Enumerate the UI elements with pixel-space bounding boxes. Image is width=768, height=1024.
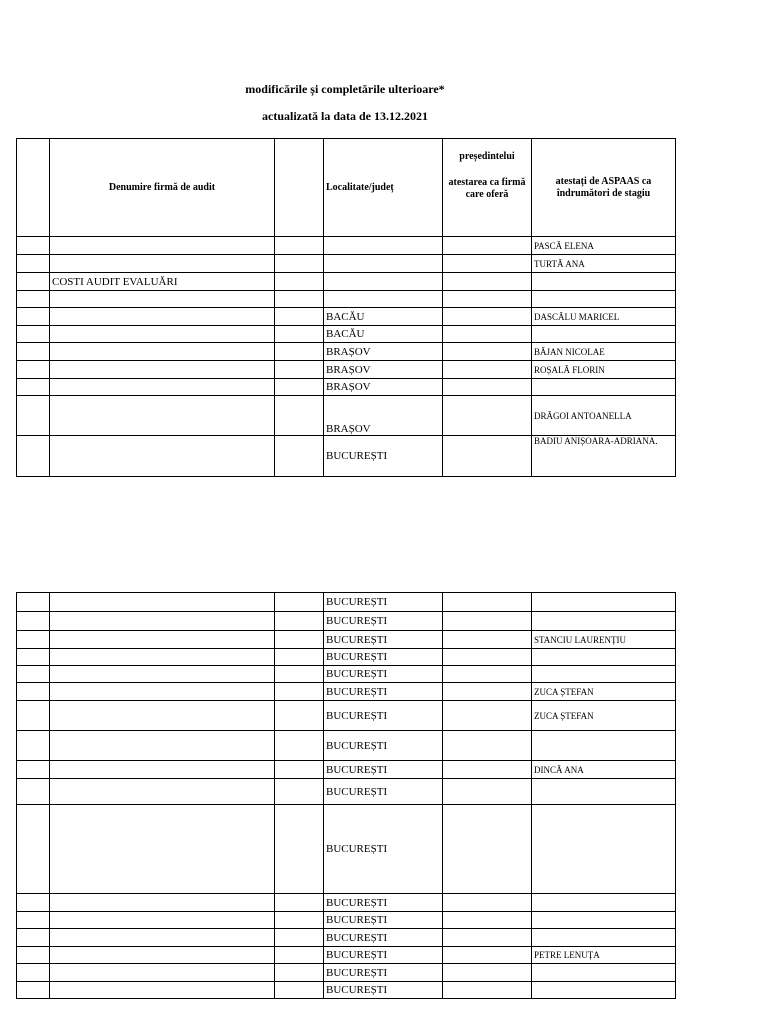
nr-cell [17, 237, 50, 255]
nr-cell [17, 964, 50, 982]
empty-cell [275, 308, 324, 326]
empty-cell [275, 947, 324, 964]
header-president-line2: atestarea ca firmă care oferă [448, 177, 526, 200]
nr-cell [17, 396, 50, 436]
empty-cell [275, 666, 324, 683]
firm-name-cell [50, 947, 275, 964]
firm-name-cell [50, 612, 275, 631]
table-row [17, 912, 676, 929]
locality-cell: BUCUREȘTI [324, 964, 443, 982]
table-row [17, 947, 676, 964]
empty-cell [275, 343, 324, 361]
mentor-cell [532, 805, 676, 894]
mentor-cell [532, 779, 676, 805]
nr-cell [17, 593, 50, 612]
locality-cell: BACĂU [324, 326, 443, 343]
mentor-cell: PASCĂ ELENA [532, 237, 676, 255]
header-president [443, 139, 532, 237]
firm-name-cell [50, 379, 275, 396]
firm-name-cell [50, 805, 275, 894]
mentor-cell: ROȘALĂ FLORIN [532, 361, 676, 379]
table-row [17, 436, 676, 477]
nr-cell [17, 805, 50, 894]
firm-name-cell [50, 701, 275, 731]
empty-cell [275, 436, 324, 477]
president-cell [443, 308, 532, 326]
nr-cell [17, 912, 50, 929]
table-row [17, 255, 676, 273]
mentor-cell [532, 666, 676, 683]
president-cell [443, 964, 532, 982]
firm-name-cell [50, 255, 275, 273]
nr-cell [17, 379, 50, 396]
president-cell [443, 237, 532, 255]
nr-cell [17, 701, 50, 731]
firm-name-cell [50, 436, 275, 477]
empty-cell [275, 361, 324, 379]
nr-cell [17, 631, 50, 649]
locality-cell: BRAȘOV [324, 361, 443, 379]
header-president-line1: președintelui [459, 151, 515, 162]
empty-cell [275, 982, 324, 999]
nr-cell [17, 947, 50, 964]
locality-cell: BUCUREȘTI [324, 631, 443, 649]
table-row [17, 649, 676, 666]
mentor-cell [532, 379, 676, 396]
nr-cell [17, 894, 50, 912]
locality-cell: BUCUREȘTI [324, 436, 443, 477]
president-cell [443, 255, 532, 273]
mentor-cell [532, 273, 676, 291]
nr-cell [17, 273, 50, 291]
mentor-cell [532, 894, 676, 912]
header-mentors: atestați de ASPAAS ca îndrumători de stagiu [532, 139, 676, 237]
table-row [17, 982, 676, 999]
table-row [17, 237, 676, 255]
locality-cell: BUCUREȘTI [324, 701, 443, 731]
mentor-cell [532, 326, 676, 343]
table-row [17, 396, 676, 436]
table-row [17, 731, 676, 761]
president-cell [443, 929, 532, 947]
locality-cell: BUCUREȘTI [324, 779, 443, 805]
president-cell [443, 379, 532, 396]
empty-cell [275, 273, 324, 291]
president-cell [443, 731, 532, 761]
locality-cell: BUCUREȘTI [324, 982, 443, 999]
nr-cell [17, 779, 50, 805]
table-row [17, 894, 676, 912]
firm-name-cell [50, 666, 275, 683]
mentor-cell [532, 964, 676, 982]
mentor-cell [532, 731, 676, 761]
nr-cell [17, 929, 50, 947]
table-row [17, 683, 676, 701]
locality-cell: BUCUREȘTI [324, 612, 443, 631]
empty-cell [275, 291, 324, 308]
president-cell [443, 631, 532, 649]
mentor-cell [532, 649, 676, 666]
president-cell [443, 361, 532, 379]
mentor-cell: BĂJAN NICOLAE [532, 343, 676, 361]
president-cell [443, 612, 532, 631]
locality-cell: BUCUREȘTI [324, 683, 443, 701]
locality-cell: BUCUREȘTI [324, 894, 443, 912]
empty-cell [275, 326, 324, 343]
empty-cell [275, 912, 324, 929]
locality-cell [324, 291, 443, 308]
empty-cell [275, 683, 324, 701]
nr-cell [17, 436, 50, 477]
mentor-cell [532, 291, 676, 308]
firm-name-cell [50, 396, 275, 436]
table-row [17, 761, 676, 779]
nr-cell [17, 649, 50, 666]
president-cell [443, 701, 532, 731]
locality-cell: BUCUREȘTI [324, 649, 443, 666]
firm-name-cell [50, 237, 275, 255]
nr-cell [17, 731, 50, 761]
nr-cell [17, 308, 50, 326]
empty-cell [275, 805, 324, 894]
president-cell [443, 666, 532, 683]
firm-name-cell [50, 326, 275, 343]
firm-name-cell [50, 361, 275, 379]
nr-cell [17, 326, 50, 343]
mentor-cell: ZUCA ȘTEFAN [532, 683, 676, 701]
empty-cell [275, 964, 324, 982]
mentor-cell: TURTĂ ANA [532, 255, 676, 273]
table-row [17, 964, 676, 982]
mentor-cell: DINCĂ ANA [532, 761, 676, 779]
president-cell [443, 805, 532, 894]
president-cell [443, 894, 532, 912]
header-locality: Localitate/județ [324, 139, 443, 237]
president-cell [443, 982, 532, 999]
empty-cell [275, 593, 324, 612]
table-row [17, 361, 676, 379]
firm-name-cell [50, 761, 275, 779]
table-row [17, 805, 676, 894]
mentor-cell [532, 593, 676, 612]
locality-cell [324, 273, 443, 291]
locality-cell: BUCUREȘTI [324, 731, 443, 761]
empty-cell [275, 701, 324, 731]
locality-cell: BRAȘOV [324, 343, 443, 361]
firm-name-cell [50, 343, 275, 361]
nr-cell [17, 343, 50, 361]
empty-cell [275, 237, 324, 255]
empty-cell [275, 255, 324, 273]
locality-cell: BACĂU [324, 308, 443, 326]
firm-name-cell [50, 683, 275, 701]
locality-cell: BUCUREȘTI [324, 666, 443, 683]
firm-name-cell [50, 731, 275, 761]
president-cell [443, 761, 532, 779]
table-row [17, 929, 676, 947]
president-cell [443, 291, 532, 308]
table-row [17, 779, 676, 805]
locality-cell: BUCUREȘTI [324, 929, 443, 947]
firm-name-cell [50, 308, 275, 326]
president-cell [443, 912, 532, 929]
table-row [17, 308, 676, 326]
mentor-cell: BADIU ANIȘOARA-ADRIANA. [532, 436, 676, 477]
president-cell [443, 593, 532, 612]
president-cell [443, 326, 532, 343]
header-cell-nr [17, 139, 50, 237]
table-row [17, 631, 676, 649]
mentor-cell: DASCĂLU MARICEL [532, 308, 676, 326]
president-cell [443, 779, 532, 805]
locality-cell: BUCUREȘTI [324, 947, 443, 964]
empty-cell [275, 631, 324, 649]
empty-cell [275, 779, 324, 805]
firm-name-cell [50, 779, 275, 805]
president-cell [443, 649, 532, 666]
president-cell [443, 343, 532, 361]
empty-cell [275, 894, 324, 912]
firm-name-cell [50, 964, 275, 982]
empty-cell [275, 612, 324, 631]
firm-name-cell [50, 912, 275, 929]
empty-cell [275, 761, 324, 779]
locality-cell: BUCUREȘTI [324, 805, 443, 894]
nr-cell [17, 255, 50, 273]
president-cell [443, 273, 532, 291]
document-title-line1: modificările și completările ulterioare* [245, 82, 445, 96]
table-row [17, 291, 676, 308]
president-cell [443, 396, 532, 436]
table-row [17, 593, 676, 612]
empty-cell [275, 379, 324, 396]
locality-cell [324, 255, 443, 273]
nr-cell [17, 683, 50, 701]
table-row [17, 701, 676, 731]
firm-name-cell [50, 291, 275, 308]
locality-cell: BUCUREȘTI [324, 593, 443, 612]
empty-cell [275, 929, 324, 947]
table-row [17, 343, 676, 361]
empty-cell [275, 649, 324, 666]
mentor-cell [532, 982, 676, 999]
locality-cell [324, 237, 443, 255]
table-row [17, 326, 676, 343]
audit-firms-table-2 [16, 592, 676, 999]
firm-name-cell [50, 649, 275, 666]
locality-cell: BUCUREȘTI [324, 912, 443, 929]
president-cell [443, 436, 532, 477]
header-firm-name: Denumire firmă de audit [50, 139, 275, 237]
table-row [17, 379, 676, 396]
document-title-line2: actualizată la data de 13.12.2021 [262, 109, 428, 123]
locality-cell: BRAȘOV [324, 379, 443, 396]
table-row [17, 666, 676, 683]
firm-name-cell [50, 631, 275, 649]
mentor-cell [532, 929, 676, 947]
mentor-cell [532, 912, 676, 929]
mentor-cell: ZUCA ȘTEFAN [532, 701, 676, 731]
mentor-cell: STANCIU LAURENȚIU [532, 631, 676, 649]
mentor-cell: DRĂGOI ANTOANELLA [532, 396, 676, 436]
firm-name-cell [50, 929, 275, 947]
empty-cell [275, 396, 324, 436]
table-row [17, 273, 676, 291]
mentor-cell [532, 612, 676, 631]
nr-cell [17, 291, 50, 308]
firm-name-cell [50, 894, 275, 912]
locality-cell: BUCUREȘTI [324, 761, 443, 779]
president-cell [443, 947, 532, 964]
nr-cell [17, 666, 50, 683]
mentor-cell: PETRE LENUȚA [532, 947, 676, 964]
firm-name-cell [50, 982, 275, 999]
nr-cell [17, 982, 50, 999]
nr-cell [17, 361, 50, 379]
nr-cell [17, 761, 50, 779]
firm-name-cell: COSTI AUDIT EVALUĂRI [50, 273, 275, 291]
empty-cell [275, 731, 324, 761]
audit-firms-table-1 [16, 138, 676, 477]
firm-name-cell [50, 593, 275, 612]
header-cell-empty [275, 139, 324, 237]
president-cell [443, 683, 532, 701]
nr-cell [17, 612, 50, 631]
table-row [17, 612, 676, 631]
table-header-row [17, 139, 676, 237]
locality-cell: BRAȘOV [324, 396, 443, 436]
